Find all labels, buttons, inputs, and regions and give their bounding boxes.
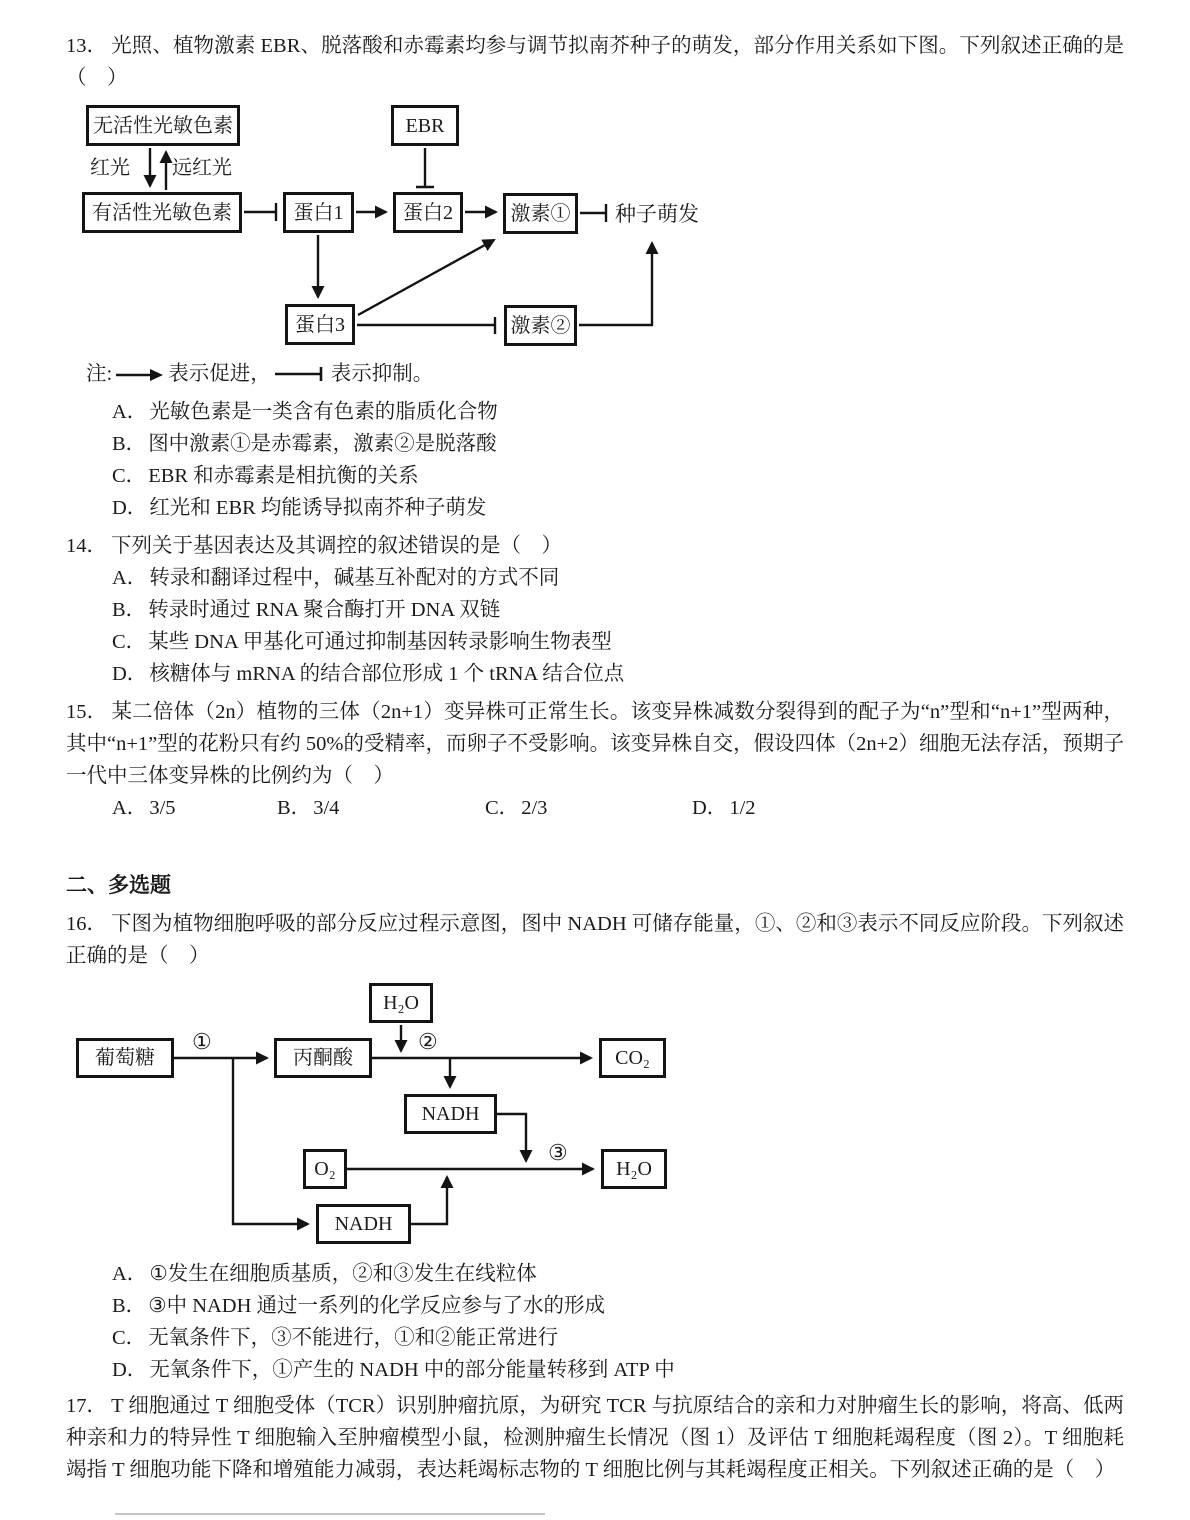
option-text: 红光和 EBR 均能诱导拟南芥种子萌发 xyxy=(149,497,487,519)
question-17-text: T 细胞通过 T 细胞受体（TCR）识别肿瘤抗原，为研究 TCR 与抗原结合的亲和力对肿瘤生长的影响，将高、低两种亲和力的特异性 T 细胞输入至肿瘤模型小鼠，检测肿瘤生长情况（图 1）及评估 T 细胞耗竭程度（图 2）。T 细胞耗竭指 T 细胞功能下降和增殖能力减弱，表达耗竭标志物的 T 细胞比例与其耗竭程度正相关。下列叙述正确的是（ ） xyxy=(66,1395,1124,1481)
q14-option-c xyxy=(66,626,1124,658)
question-16-stem xyxy=(66,908,1124,972)
option-text: ①发生在细胞质基质，②和③发生在线粒体 xyxy=(149,1263,537,1285)
q16-respiration-diagram xyxy=(66,976,1122,1254)
option-label: C． xyxy=(112,631,147,653)
option-text: 3/5 xyxy=(149,797,176,819)
option-text: 核糖体与 mRNA 的结合部位形成 1 个 tRNA 结合位点 xyxy=(149,663,625,685)
edge-nadh-lower-step3 xyxy=(411,1177,447,1224)
q13-options xyxy=(66,396,1124,524)
question-13-stem xyxy=(66,30,1124,94)
section-2-title: 二、多选题 xyxy=(66,874,171,897)
question-16-text: 下图为植物细胞呼吸的部分反应过程示意图，图中 NADH 可储存能量，①、②和③表示不同反应阶段。下列叙述正确的是（ ） xyxy=(66,913,1125,967)
option-label: D． xyxy=(112,663,148,685)
question-14-text: 下列关于基因表达及其调控的叙述错误的是（ ） xyxy=(111,535,562,557)
question-13-number: 13． xyxy=(66,35,108,57)
option-label: B． xyxy=(112,599,147,621)
question-14-number: 14． xyxy=(66,535,107,557)
node-protein1: 蛋白1 xyxy=(283,192,354,233)
promote-arrow-icon xyxy=(116,368,164,382)
question-14-stem xyxy=(66,530,1124,562)
node-nadh-upper: NADH xyxy=(404,1094,497,1134)
q15-option-a xyxy=(112,792,277,824)
label-far-red-light: 远红光 xyxy=(172,157,232,179)
q16-option-d xyxy=(66,1354,1124,1386)
q16-option-a xyxy=(66,1258,1124,1290)
node-protein2: 蛋白2 xyxy=(393,192,463,233)
legend-inhibit: 表示抑制。 xyxy=(330,363,434,385)
node-hormone1: 激素① xyxy=(503,193,578,234)
question-17-number: 17． xyxy=(66,1395,108,1417)
option-text: 转录和翻译过程中，碱基互补配对的方式不同 xyxy=(149,567,560,589)
node-seed-germination: 种子萌发 xyxy=(615,202,699,226)
q13-pathway-diagram xyxy=(66,102,1122,352)
node-nadh-lower: NADH xyxy=(316,1204,411,1244)
question-15-stem xyxy=(66,696,1124,792)
node-inactive-phytochrome: 无活性光敏色素 xyxy=(86,105,240,146)
question-17-stem xyxy=(66,1390,1124,1486)
question-15-number: 15． xyxy=(66,701,108,723)
label-step3: ③ xyxy=(548,1140,568,1165)
node-pyruvate: 丙酮酸 xyxy=(274,1038,372,1078)
q14-option-d xyxy=(66,658,1124,690)
next-figure-cutoff-line xyxy=(115,1513,545,1515)
option-text: 3/4 xyxy=(313,797,340,819)
option-text: ③中 NADH 通过一系列的化学反应参与了水的形成 xyxy=(148,1295,606,1317)
q14-options xyxy=(66,562,1124,690)
option-label: A． xyxy=(112,1263,148,1285)
edge-nadh-upper-step3 xyxy=(497,1114,526,1161)
option-text: 无氧条件下，①产生的 NADH 中的部分能量转移到 ATP 中 xyxy=(149,1359,675,1381)
option-label: D． xyxy=(692,797,728,819)
q14-option-b xyxy=(66,594,1124,626)
q16-option-c xyxy=(66,1322,1124,1354)
option-text: 2/3 xyxy=(521,797,548,819)
label-red-light: 红光 xyxy=(90,157,130,179)
option-text: 无氧条件下，③不能进行，①和②能正常进行 xyxy=(148,1327,559,1349)
q13-option-c xyxy=(66,460,1124,492)
q13-legend xyxy=(66,358,1124,390)
q13-option-d xyxy=(66,492,1124,524)
q13-option-b xyxy=(66,428,1124,460)
node-glucose: 葡萄糖 xyxy=(76,1038,174,1078)
option-label: D． xyxy=(112,1359,148,1381)
q16-options xyxy=(66,1258,1124,1386)
legend-prefix: 注: xyxy=(86,363,113,385)
node-co2: CO₂ xyxy=(599,1038,666,1078)
question-13-text: 光照、植物激素 EBR、脱落酸和赤霉素均参与调节拟南芥种子的萌发，部分作用关系如下图。下列叙述正确的是（ ） xyxy=(66,35,1124,89)
option-text: 光敏色素是一类含有色素的脂质化合物 xyxy=(149,401,498,423)
edge-glucose-nadh-lower xyxy=(233,1058,308,1224)
edge-protein3-hormone1 xyxy=(358,240,494,315)
option-text: 某些 DNA 甲基化可通过抑制基因转录影响生物表型 xyxy=(148,631,612,653)
node-hormone2: 激素② xyxy=(504,305,577,346)
option-label: A． xyxy=(112,797,148,819)
option-label: B． xyxy=(112,1295,147,1317)
legend-promote: 表示促进， xyxy=(168,363,271,385)
inhibit-bar-icon xyxy=(275,366,327,382)
question-16-number: 16． xyxy=(66,913,108,935)
question-15-text: 某二倍体（2n）植物的三体（2n+1）变异株可正常生长。该变异株减数分裂得到的配子为“n”型和“n+1”型两种，其中“n+1”型的花粉只有约 50%的受精率，而卵子不受影响。该变异株自交，假设四体（2n+2）细胞无法存活，预期子一代中三体变异株的比例约为（ ） xyxy=(66,701,1125,787)
option-text: EBR 和赤霉素是相抗衡的关系 xyxy=(148,465,419,487)
option-label: B． xyxy=(112,433,147,455)
node-protein3: 蛋白3 xyxy=(285,304,355,345)
label-step1: ① xyxy=(192,1029,212,1054)
q15-options xyxy=(66,792,1124,824)
option-label: A． xyxy=(112,567,148,589)
label-step2: ② xyxy=(418,1029,438,1054)
q15-option-c xyxy=(485,792,692,824)
option-label: D． xyxy=(112,497,148,519)
option-label: C． xyxy=(112,1327,147,1349)
node-active-phytochrome: 有活性光敏色素 xyxy=(82,192,242,233)
option-text: 1/2 xyxy=(729,797,756,819)
q13-option-a xyxy=(66,396,1124,428)
option-label: C． xyxy=(485,797,520,819)
q16-option-b xyxy=(66,1290,1124,1322)
edge-hormone2-seed xyxy=(579,243,652,325)
option-text: 转录时通过 RNA 聚合酶打开 DNA 双链 xyxy=(148,599,501,621)
node-h2o-right: H₂O xyxy=(601,1149,667,1189)
node-ebr: EBR xyxy=(391,105,459,146)
node-o2: O₂ xyxy=(303,1149,347,1189)
node-h2o-top: H₂O xyxy=(369,983,433,1023)
option-label: A． xyxy=(112,401,148,423)
option-text: 图中激素①是赤霉素，激素②是脱落酸 xyxy=(148,433,497,455)
q14-option-a xyxy=(66,562,1124,594)
q16-diagram-edges xyxy=(66,976,1122,1254)
q15-option-b xyxy=(277,792,485,824)
option-label: B． xyxy=(277,797,312,819)
option-label: C． xyxy=(112,465,147,487)
q15-option-d xyxy=(692,792,756,824)
